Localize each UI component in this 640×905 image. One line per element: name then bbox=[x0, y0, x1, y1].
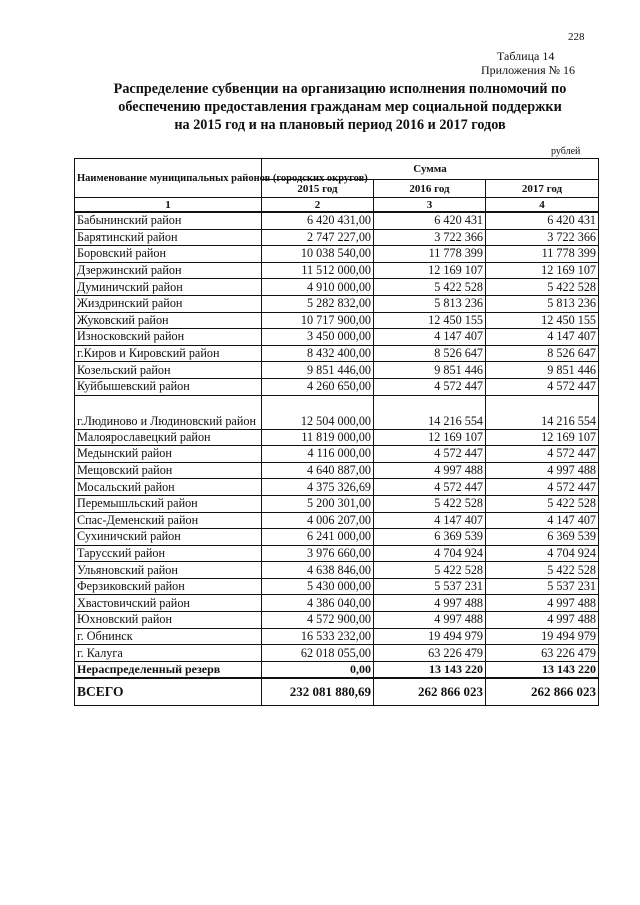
appendix-label: Приложения № 16 bbox=[481, 63, 576, 77]
table-row bbox=[75, 246, 599, 263]
district-name: Мещовский район bbox=[75, 462, 262, 479]
reserve-row bbox=[75, 661, 599, 678]
table-label: Таблица 14 bbox=[497, 49, 555, 63]
amount-2016: 12 169 107 bbox=[374, 262, 486, 279]
column-number: 3 bbox=[374, 198, 486, 213]
column-number: 4 bbox=[486, 198, 599, 213]
amount-2016: 6 420 431 bbox=[374, 212, 486, 229]
amount-2017: 5 422 528 bbox=[486, 495, 599, 512]
header-name: Наименование муниципальных районов (городских округов) bbox=[75, 159, 262, 198]
reserve-2016: 13 143 220 bbox=[374, 661, 486, 678]
district-name: Износковский район bbox=[75, 329, 262, 346]
amount-2015: 11 819 000,00 bbox=[262, 429, 374, 446]
amount-2017: 3 722 366 bbox=[486, 229, 599, 246]
table-row bbox=[75, 378, 599, 395]
district-name: Боровский район bbox=[75, 246, 262, 263]
table-row bbox=[75, 595, 599, 612]
total-name: ВСЕГО bbox=[75, 678, 262, 706]
total-row bbox=[75, 678, 599, 706]
amount-2015: 16 533 232,00 bbox=[262, 628, 374, 645]
amount-2017: 4 997 488 bbox=[486, 612, 599, 629]
subvention-table bbox=[74, 158, 599, 706]
amount-2015: 4 006 207,00 bbox=[262, 512, 374, 529]
amount-2015: 11 512 000,00 bbox=[262, 262, 374, 279]
amount-2016: 9 851 446 bbox=[374, 362, 486, 379]
district-name: Бабынинский район bbox=[75, 212, 262, 229]
amount-2015: 4 910 000,00 bbox=[262, 279, 374, 296]
amount-2017: 11 778 399 bbox=[486, 246, 599, 263]
table-row bbox=[75, 628, 599, 645]
table-row bbox=[75, 362, 599, 379]
amount-2017: 4 704 924 bbox=[486, 545, 599, 562]
district-name: г. Обнинск bbox=[75, 628, 262, 645]
table-row bbox=[75, 345, 599, 362]
reserve-2017: 13 143 220 bbox=[486, 661, 599, 678]
units-label: рублей bbox=[551, 146, 581, 157]
amount-2015: 2 747 227,00 bbox=[262, 229, 374, 246]
district-name: Сухиничский район bbox=[75, 529, 262, 546]
table-row bbox=[75, 212, 599, 229]
column-number: 2 bbox=[262, 198, 374, 213]
table-row bbox=[75, 529, 599, 546]
amount-2016: 11 778 399 bbox=[374, 246, 486, 263]
header-year-2016: 2016 год bbox=[374, 180, 486, 198]
district-name: Куйбышевский район bbox=[75, 378, 262, 395]
amount-2016: 4 997 488 bbox=[374, 595, 486, 612]
amount-2017: 6 369 539 bbox=[486, 529, 599, 546]
amount-2015: 9 851 446,00 bbox=[262, 362, 374, 379]
amount-2016: 5 422 528 bbox=[374, 495, 486, 512]
district-name: Юхновский район bbox=[75, 612, 262, 629]
district-name: Жиздринский район bbox=[75, 295, 262, 312]
district-name: Мосальский район bbox=[75, 479, 262, 496]
amount-2017: 12 169 107 bbox=[486, 429, 599, 446]
amount-2016: 12 450 155 bbox=[374, 312, 486, 329]
page-number: 228 bbox=[568, 31, 585, 43]
district-name: Жуковский район bbox=[75, 312, 262, 329]
reserve-name: Нераспределенный резерв bbox=[75, 661, 262, 678]
table-row bbox=[75, 229, 599, 246]
district-name: г. Калуга bbox=[75, 645, 262, 662]
total-2016: 262 866 023 bbox=[374, 678, 486, 706]
amount-2015: 8 432 400,00 bbox=[262, 345, 374, 362]
header-year-2017: 2017 год bbox=[486, 180, 599, 198]
table-row bbox=[75, 512, 599, 529]
table-row bbox=[75, 462, 599, 479]
amount-2016: 4 997 488 bbox=[374, 462, 486, 479]
amount-2016: 12 169 107 bbox=[374, 429, 486, 446]
table-row bbox=[75, 562, 599, 579]
amount-2016: 4 147 407 bbox=[374, 329, 486, 346]
table-row bbox=[75, 479, 599, 496]
document-title bbox=[80, 80, 600, 134]
amount-2015: 5 200 301,00 bbox=[262, 495, 374, 512]
amount-2017: 5 422 528 bbox=[486, 279, 599, 296]
table-row bbox=[75, 495, 599, 512]
amount-2017: 19 494 979 bbox=[486, 628, 599, 645]
amount-2017: 6 420 431 bbox=[486, 212, 599, 229]
table-body bbox=[75, 212, 599, 661]
amount-2016: 6 369 539 bbox=[374, 529, 486, 546]
amount-2017: 5 813 236 bbox=[486, 295, 599, 312]
amount-2017: 5 422 528 bbox=[486, 562, 599, 579]
amount-2017: 8 526 647 bbox=[486, 345, 599, 362]
amount-2017: 4 147 407 bbox=[486, 512, 599, 529]
amount-2016: 63 226 479 bbox=[374, 645, 486, 662]
amount-2016: 4 572 447 bbox=[374, 446, 486, 463]
amount-2017: 12 169 107 bbox=[486, 262, 599, 279]
district-name: Спас-Деменский район bbox=[75, 512, 262, 529]
amount-2017: 12 450 155 bbox=[486, 312, 599, 329]
amount-2016: 5 813 236 bbox=[374, 295, 486, 312]
amount-2016: 4 572 447 bbox=[374, 378, 486, 395]
amount-2017: 9 851 446 bbox=[486, 362, 599, 379]
amount-2016: 8 526 647 bbox=[374, 345, 486, 362]
district-name: Медынский район bbox=[75, 446, 262, 463]
total-2015: 232 081 880,69 bbox=[262, 678, 374, 706]
amount-2016: 4 704 924 bbox=[374, 545, 486, 562]
table-row bbox=[75, 395, 599, 429]
table-row bbox=[75, 446, 599, 463]
amount-2015: 4 375 326,69 bbox=[262, 479, 374, 496]
amount-2015: 4 572 900,00 bbox=[262, 612, 374, 629]
amount-2016: 4 147 407 bbox=[374, 512, 486, 529]
table-row bbox=[75, 279, 599, 296]
total-2017: 262 866 023 bbox=[486, 678, 599, 706]
table-row bbox=[75, 262, 599, 279]
amount-2016: 14 216 554 bbox=[374, 395, 486, 429]
amount-2015: 10 038 540,00 bbox=[262, 246, 374, 263]
amount-2015: 5 430 000,00 bbox=[262, 578, 374, 595]
amount-2016: 3 722 366 bbox=[374, 229, 486, 246]
amount-2016: 4 572 447 bbox=[374, 479, 486, 496]
district-name: Дзержинский район bbox=[75, 262, 262, 279]
amount-2017: 4 572 447 bbox=[486, 446, 599, 463]
district-name: Барятинский район bbox=[75, 229, 262, 246]
district-name: Ульяновский район bbox=[75, 562, 262, 579]
amount-2016: 19 494 979 bbox=[374, 628, 486, 645]
column-number: 1 bbox=[75, 198, 262, 213]
amount-2016: 5 422 528 bbox=[374, 562, 486, 579]
table-row bbox=[75, 329, 599, 346]
table-row bbox=[75, 612, 599, 629]
header-sum: Сумма bbox=[262, 159, 599, 180]
table-row bbox=[75, 429, 599, 446]
district-name: Тарусский район bbox=[75, 545, 262, 562]
table-row bbox=[75, 312, 599, 329]
amount-2015: 4 260 650,00 bbox=[262, 378, 374, 395]
amount-2015: 6 241 000,00 bbox=[262, 529, 374, 546]
amount-2015: 5 282 832,00 bbox=[262, 295, 374, 312]
amount-2015: 10 717 900,00 bbox=[262, 312, 374, 329]
amount-2015: 4 638 846,00 bbox=[262, 562, 374, 579]
table-row bbox=[75, 645, 599, 662]
amount-2015: 4 640 887,00 bbox=[262, 462, 374, 479]
amount-2016: 4 997 488 bbox=[374, 612, 486, 629]
title-line: обеспечению предоставления гражданам мер социальной поддержки bbox=[118, 99, 562, 115]
district-name: Перемышльский район bbox=[75, 495, 262, 512]
header-year-2015: 2015 год bbox=[262, 180, 374, 198]
amount-2015: 3 450 000,00 bbox=[262, 329, 374, 346]
amount-2015: 62 018 055,00 bbox=[262, 645, 374, 662]
amount-2017: 4 572 447 bbox=[486, 378, 599, 395]
table-row bbox=[75, 295, 599, 312]
table-row bbox=[75, 578, 599, 595]
amount-2015: 3 976 660,00 bbox=[262, 545, 374, 562]
district-name: Думиничский район bbox=[75, 279, 262, 296]
district-name: Малоярославецкий район bbox=[75, 429, 262, 446]
district-name: Ферзиковский район bbox=[75, 578, 262, 595]
district-name: г.Киров и Кировский район bbox=[75, 345, 262, 362]
amount-2017: 63 226 479 bbox=[486, 645, 599, 662]
district-name: Козельский район bbox=[75, 362, 262, 379]
amount-2017: 4 572 447 bbox=[486, 479, 599, 496]
amount-2015: 6 420 431,00 bbox=[262, 212, 374, 229]
amount-2015: 4 116 000,00 bbox=[262, 446, 374, 463]
district-name: Хвастовичский район bbox=[75, 595, 262, 612]
title-line: Распределение субвенции на организацию исполнения полномочий по bbox=[113, 81, 567, 97]
amount-2017: 4 997 488 bbox=[486, 462, 599, 479]
amount-2016: 5 537 231 bbox=[374, 578, 486, 595]
title-line: на 2015 год и на плановый период 2016 и 2017 годов bbox=[174, 117, 506, 133]
table-row bbox=[75, 545, 599, 562]
reserve-2015: 0,00 bbox=[262, 661, 374, 678]
amount-2016: 5 422 528 bbox=[374, 279, 486, 296]
amount-2017: 5 537 231 bbox=[486, 578, 599, 595]
amount-2017: 14 216 554 bbox=[486, 395, 599, 429]
amount-2015: 12 504 000,00 bbox=[262, 395, 374, 429]
amount-2017: 4 147 407 bbox=[486, 329, 599, 346]
amount-2017: 4 997 488 bbox=[486, 595, 599, 612]
district-name: г.Людиново и Людиновский район bbox=[75, 395, 262, 429]
amount-2015: 4 386 040,00 bbox=[262, 595, 374, 612]
